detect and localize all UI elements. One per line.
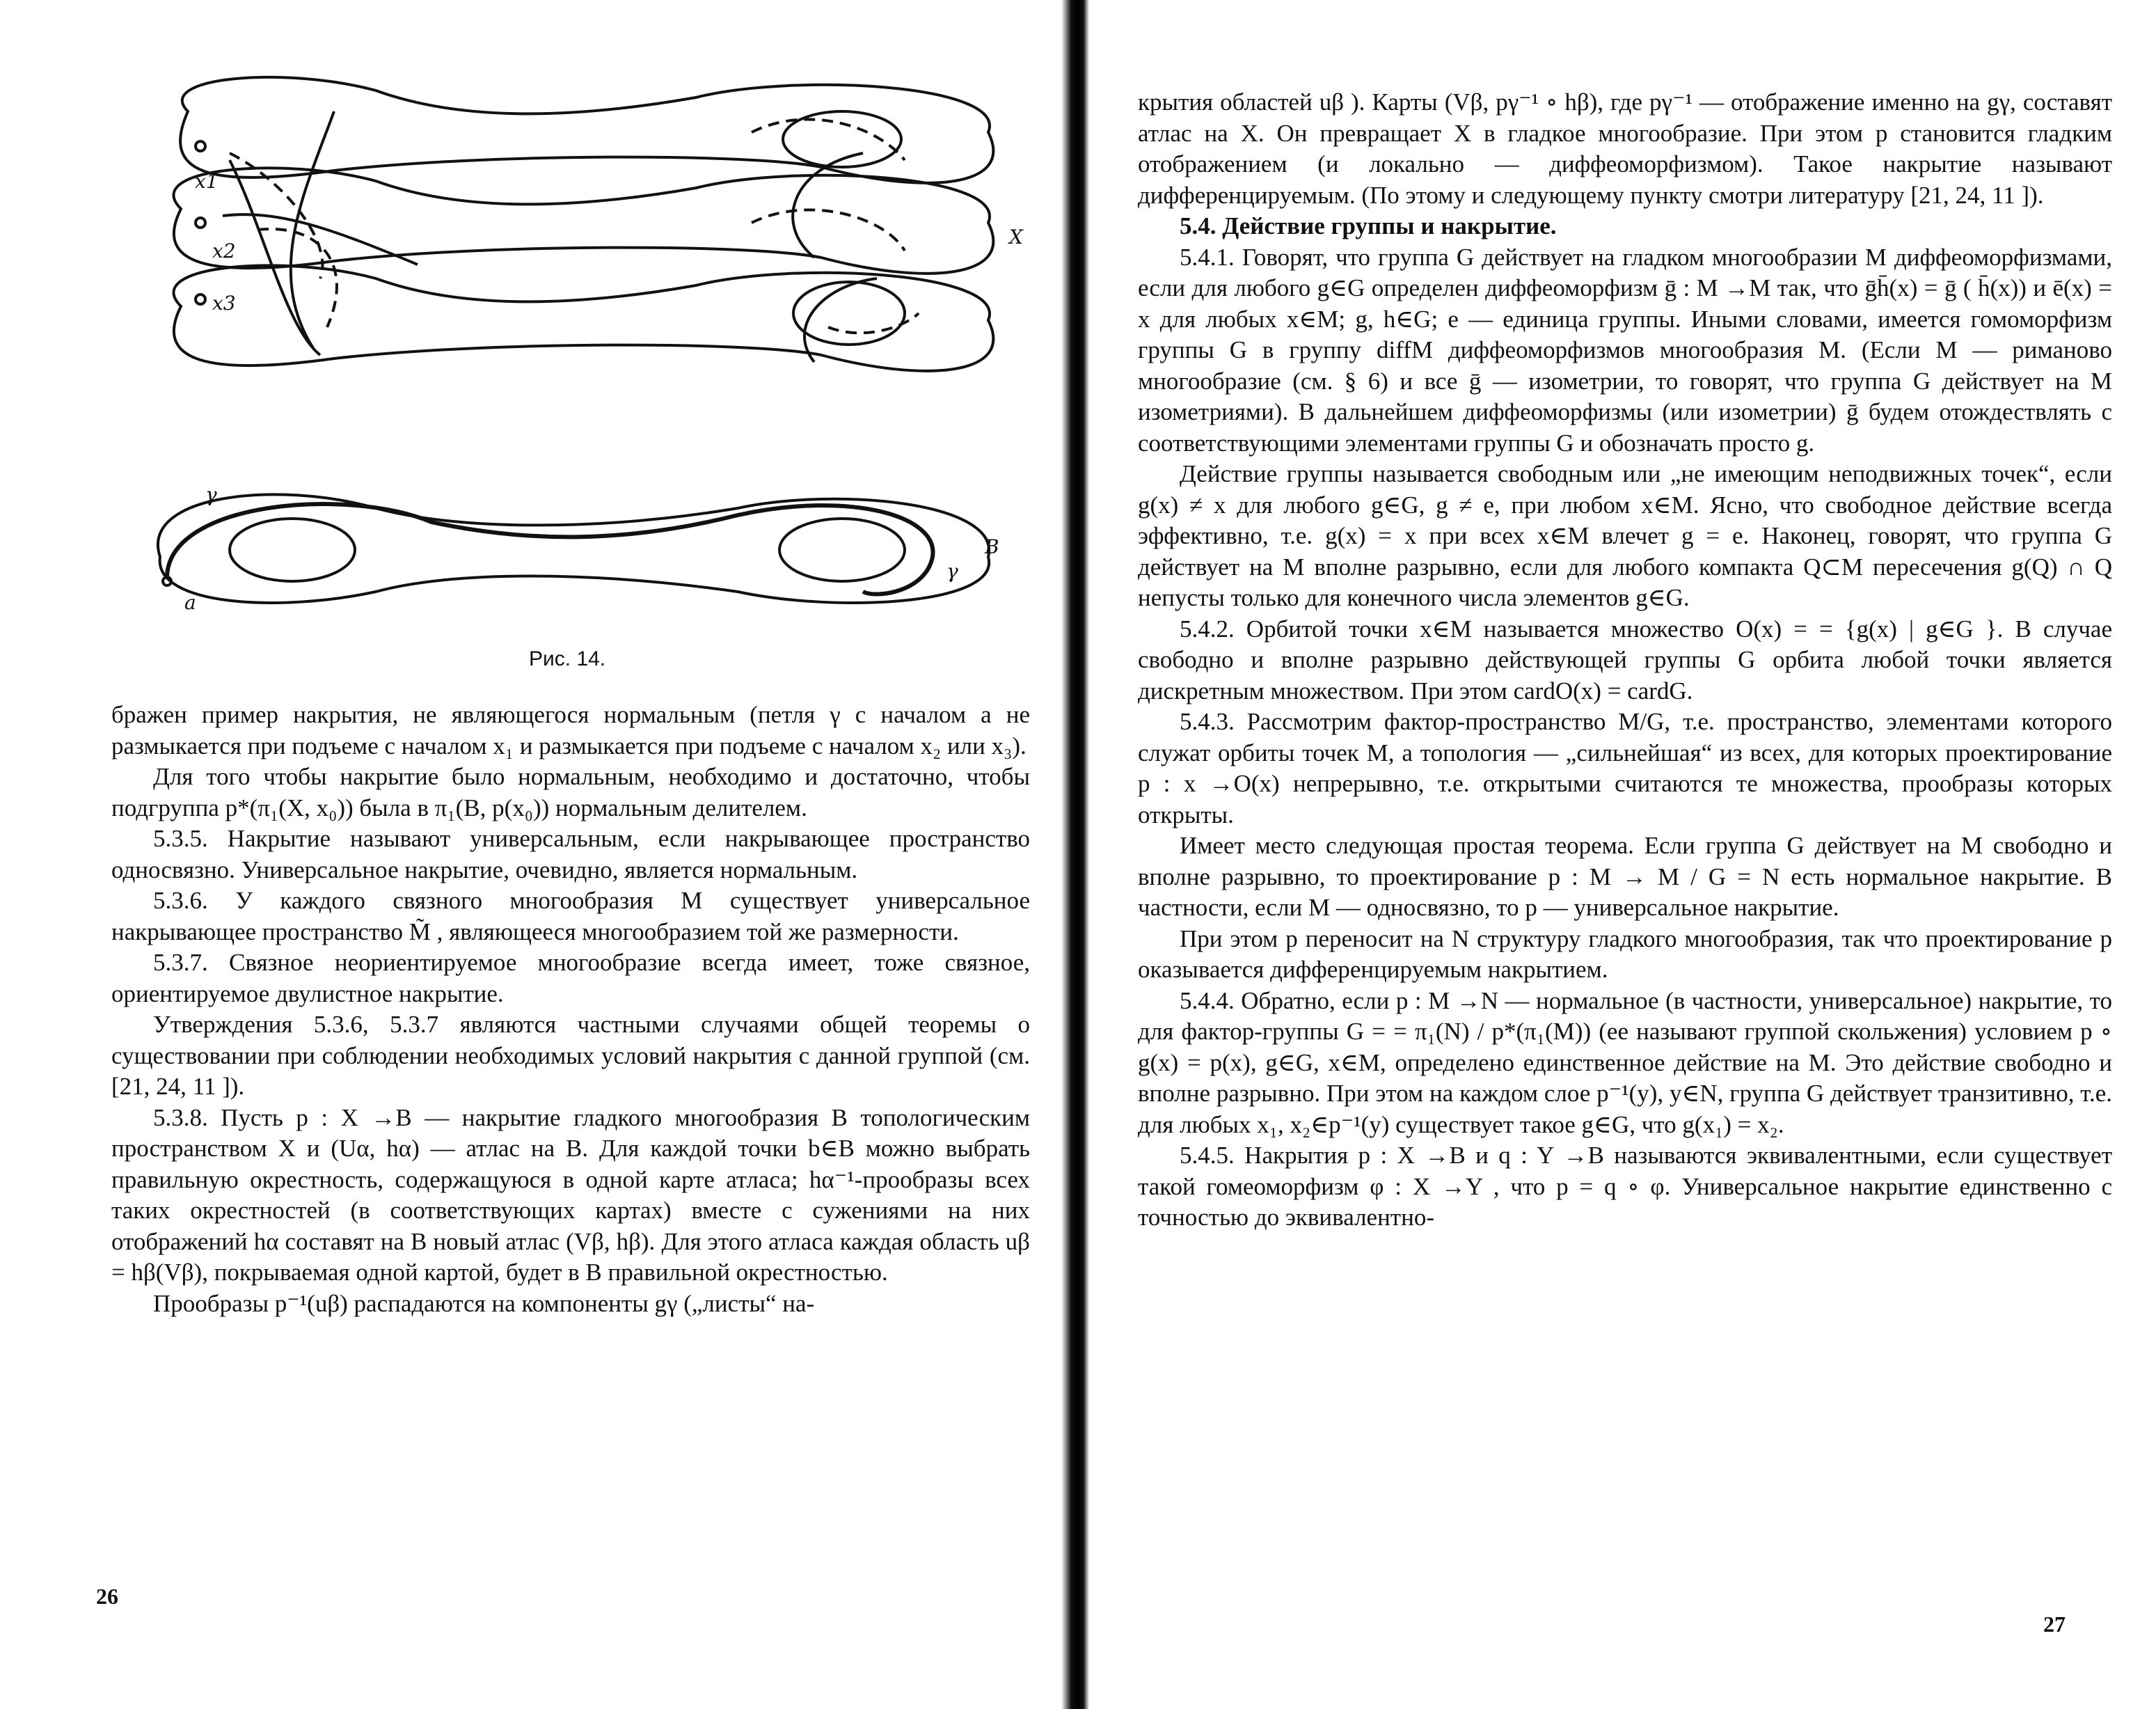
figure-caption: Рис. 14.	[529, 647, 606, 670]
page-number: 27	[2043, 1612, 2066, 1637]
base-outline	[158, 494, 989, 603]
paragraph: 5.3.7. Связное неориентируемое многообразие всегда имеет, тоже связное, ориентируемое двулистное накрытие.	[111, 949, 1030, 1007]
paragraph: Прообразы p⁻¹(uβ) распадаются на компоненты gγ („листы“ на-	[153, 1289, 815, 1317]
paragraph: 5.4.5. Накрытия p : X →B и q : Y →B называются эквивалентными, если существует такой гомеоморфизм φ : X →Y , что p = q ∘ φ. Универсальное накрытие единственно с точностью до эквивалентно-	[1138, 1142, 2112, 1231]
paragraph: 5.3.8. Пусть p : X →B — накрытие гладкого многообразия B топологическим пространством X и (Uα, hα) — атлас на B. Для каждой точки b∈B можно выбрать правильную окрестность, содержащуюся в одной карте атласа; hα⁻¹-прообразы всех таких окрестностей (в соответствующих картах) вместе с сужениями на них отображений hα составят на B новый атлас (Vβ, hβ). Для этого атласа каждая область uβ = hβ(Vβ), покрываемая одной картой, будет в B правильной окрестностью.	[111, 1103, 1030, 1286]
paragraph: бражен пример накрытия, не являющегося нормальным (петля γ с началом a не размыкается при подъеме с началом x₁ и размыкается при подъеме с началом x₂ или x₃).	[111, 701, 1030, 759]
figure-base-space-b	[139, 473, 1016, 613]
right-page	[1086, 0, 2156, 1709]
paragraph: Утверждения 5.3.6, 5.3.7 являются частными случаями общей теоремы о существовании при соблюдении необходимых условий накрытия с данной группой (см. [21, 24, 11 ]).	[111, 1011, 1030, 1100]
base-hole-left	[230, 519, 355, 581]
paragraph: Действие группы называется свободным или „не имеющим неподвижных точек“, если g(x) ≠ x для любого g∈G, g ≠ e, при любом x∈M. Ясно, что свободное действие всегда эффективно, т.е. g(x) = x при всех x∈M влечет g = e. Наконец, говорят, что группа G действует на M вполне разрывно, если для любого компакта Q⊂M пересечения g(Q) ∩ Q непусты только для конечного числа элементов g∈G.	[1138, 460, 2112, 611]
left-page	[0, 0, 1072, 1709]
sheet-3-outline	[173, 265, 993, 370]
label-x3: x3	[212, 292, 236, 315]
label-a: a	[184, 591, 196, 613]
paragraph: 5.4.2. Орбитой точки x∈M называется множество O(x) = = {g(x) | g∈G }. В случае свободно и вполне разрывно действующей группы G орбита любой точки является дискретным множеством. При этом cardO(x) = cardG.	[1138, 615, 2112, 704]
base-hole-right	[779, 519, 905, 581]
section-heading: 5.4. Действие группы и накрытие.	[1180, 212, 1557, 239]
book-spine	[1061, 0, 1089, 1709]
paragraph: 5.4.4. Обратно, если p : M →N — нормальное (в частности, универсальное) накрытие, то для фактор-группы G = = π₁(N) / p*(π₁(M)) (ее называют группой скольжения) условием p ∘ g(x) = p(x), g∈G, x∈M, определено единственное действие на M. Это действие свободно и вполне разрывно. При этом на каждом слое p⁻¹(y), y∈N, группа G действует транзитивно, т.е. для любых x₁, x₂∈p⁻¹(y) существует такое g∈G, что g(x₁) = x₂.	[1138, 986, 2112, 1138]
label-gamma-left: γ	[205, 483, 217, 506]
paragraph: 5.4.1. Говорят, что группа G действует на гладком многообразии M диффеоморфизмами, если для любого g∈G определен диффеоморфизм ḡ : M →M так, что ḡh̄(x) = ḡ ( h̄(x)) и ē(x) = x для любых x∈M; g, h∈G; e — единица группы. Иными словами, имеется гомоморфизм группы G в группу diffM диффеоморфизмов многообразия M. (Если M — риманово многообразие (см. § 6) и все ḡ — изометрии, то говорят, что группа G действует на M изометриями). В дальнейшем диффеоморфизмы (или изометрии) ḡ будем отождествлять с соответствующими элементами группы G и обозначать просто g.	[1138, 243, 2112, 457]
paragraph: 5.3.5. Накрытие называют универсальным, если накрывающее пространство односвязно. Универсальное накрытие, очевидно, является нормальным.	[111, 825, 1030, 883]
paragraph: Для того чтобы накрытие было нормальным, необходимо и достаточно, чтобы подгруппа p*(π₁(X, x₀)) была в π₁(B, p(x₀)) нормальным делителем.	[111, 763, 1030, 821]
right-page-text	[1138, 87, 2112, 1234]
label-x2: x2	[212, 239, 236, 262]
figure-covering-space-x	[125, 49, 1030, 411]
label-X: X	[1009, 226, 1023, 249]
left-page-text	[111, 700, 1030, 1319]
page-number: 26	[96, 1584, 118, 1609]
paragraph: 5.3.6. У каждого связного многообразия M существует универсальное накрывающее пространство M̃ , являющееся многообразием той же размерности.	[111, 887, 1030, 945]
sheet-1-outline	[180, 77, 993, 183]
paragraph: При этом p переносит на N структуру гладкого многообразия, так что проектирование p оказывается дифференцируемым накрытием.	[1138, 924, 2112, 983]
label-x1: x1	[195, 170, 219, 193]
label-B: B	[985, 535, 999, 558]
label-gamma-right: γ	[946, 560, 958, 583]
paragraph: крытия областей uβ ). Карты (Vβ, pγ⁻¹ ∘ hβ), где pγ⁻¹ — отображение именно на gγ, составят атлас на X. Он превращает X в гладкое многообразие. При этом p становится гладким отображением (и локально — диффеоморфизмом). Такое накрытие называют дифференцируемым. (По этому и следующему пункту смотри литературу [21, 24, 11 ]).	[1138, 88, 2112, 209]
hole-right-bottom	[793, 282, 905, 345]
paragraph: 5.4.3. Рассмотрим фактор-пространство M/G, т.е. пространство, элементами которого служат орбиты точек M, а топология — „сильнейшая“ из всех, для которых проектирование p : x →O(x) непрерывно, т.е. открытыми считаются те множества, прообразы которых открыты.	[1138, 708, 2112, 828]
paragraph: Имеет место следующая простая теорема. Если группа G действует на M свободно и вполне разрывно, то проектирование p : M → M / G = N есть нормальное накрытие. В частности, если M — односвязно, то p — универсальное накрытие.	[1138, 832, 2112, 921]
